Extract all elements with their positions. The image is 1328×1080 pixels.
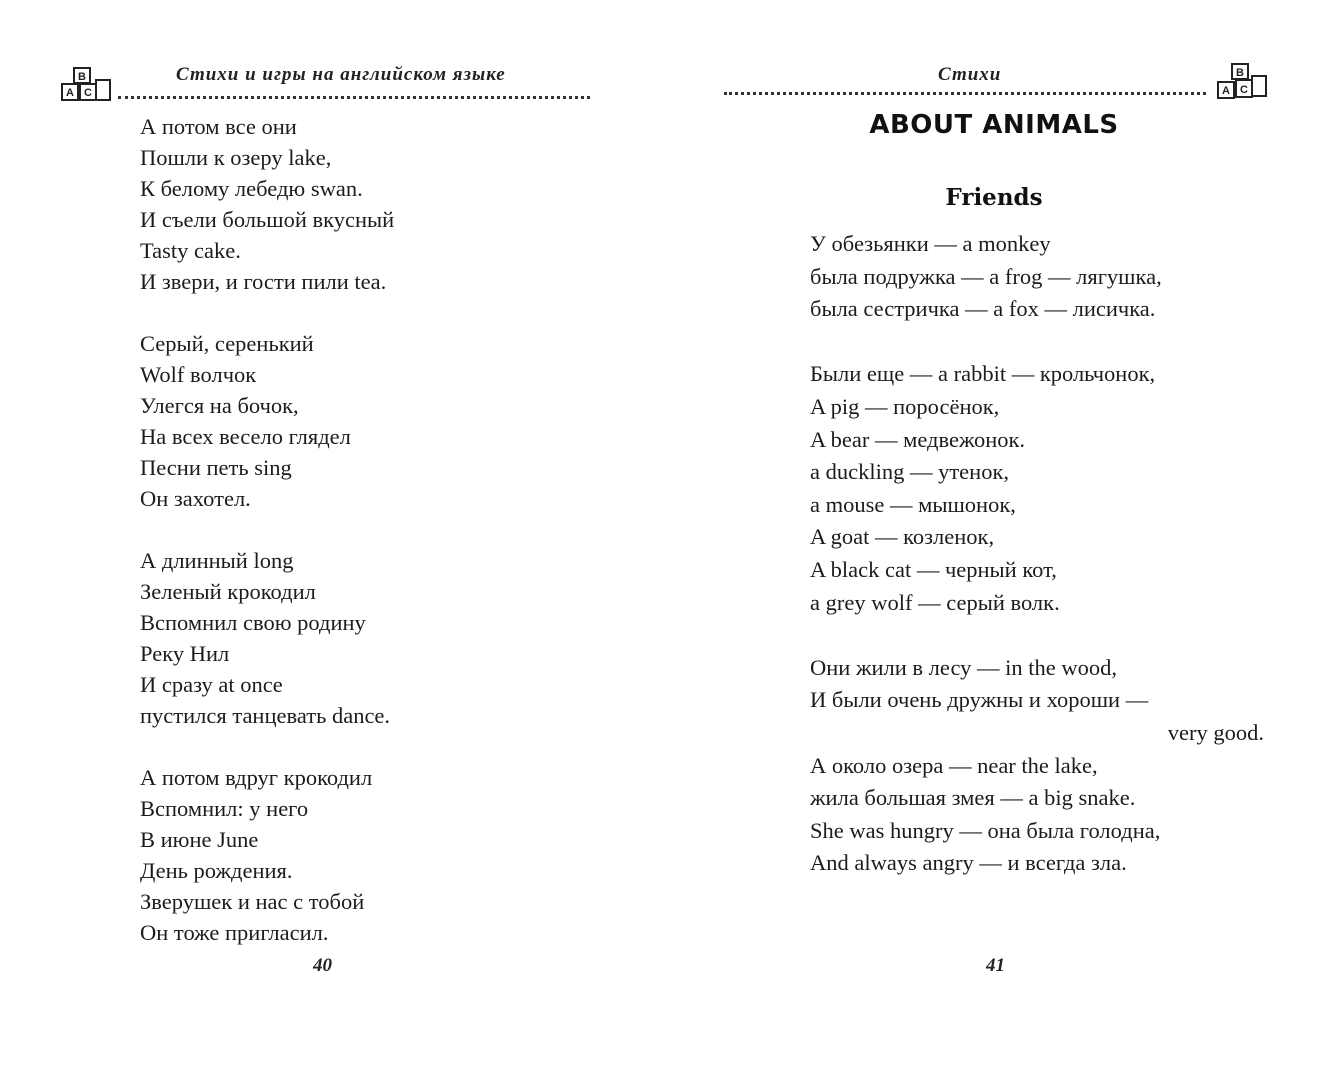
poem-line: И съели большой вкусный [140, 207, 395, 232]
poem-line: And always angry — и всегда зла. [810, 850, 1127, 876]
poem-line: Он захотел. [140, 486, 251, 511]
poem-line: пустился танцевать dance. [140, 703, 391, 728]
poem-line: К белому лебедю swan. [140, 176, 363, 201]
abc-blocks-icon [1212, 62, 1270, 102]
poem-line: И сразу at once [140, 672, 283, 697]
poem-line: A black cat — черный кот, [810, 556, 1057, 582]
poem-line: a duckling — утенок, [810, 459, 1010, 485]
running-head: Стихи [938, 64, 1002, 85]
poem-line: A goat — козленок, [810, 524, 995, 550]
right-page [664, 0, 1328, 1080]
poem-line: Wolf волчок [140, 362, 257, 387]
stanza [810, 652, 1264, 880]
poem-line: Были еще — a rabbit — крольчонок, [810, 361, 1156, 387]
poem-line: A pig — поросёнок, [810, 393, 1000, 419]
poem-line: Вспомнил свою родину [140, 610, 366, 635]
poem-line: Вспомнил: у него [140, 796, 309, 821]
block-letter: B [1236, 67, 1244, 79]
poem-line: Реку Нил [140, 641, 230, 666]
block-letter: B [78, 71, 86, 83]
poem-line: Он тоже пригласил. [140, 920, 329, 945]
stanza [140, 762, 394, 948]
stanza [140, 545, 394, 731]
poem-line: На всех весело глядел [140, 424, 351, 449]
poem-line: А потом вдруг крокодил [140, 765, 373, 790]
poem-line: была сестричка — a fox — лисичка. [810, 296, 1156, 322]
block-letter: C [1240, 84, 1248, 96]
poem-line: Улегся на бочок, [140, 393, 299, 418]
poem-title: Friends [945, 184, 1043, 211]
poem-line: Зеленый крокодил [140, 579, 316, 604]
stanza [810, 358, 1264, 619]
poem-line: А около озера — near the lake, [810, 752, 1098, 778]
poem-line: была подружка — a frog — лягушка, [810, 263, 1162, 289]
poem-text [140, 111, 394, 948]
header-rule [724, 92, 1206, 95]
block-letter: A [66, 87, 74, 99]
stanza [140, 111, 394, 297]
poem-line: A bear — медвежонок. [810, 426, 1026, 452]
poem-line: И были очень дружны и хороши — [810, 687, 1149, 713]
poem-line: Серый, серенький [140, 331, 314, 356]
poem-line: Они жили в лесу — in the wood, [810, 654, 1118, 680]
poem-line: Tasty cake. [140, 238, 241, 263]
abc-blocks-icon [58, 66, 114, 104]
section-title: ABOUT ANIMALS [869, 110, 1119, 140]
poem-line: У обезьянки — a monkey [810, 231, 1051, 256]
poem-line: жила большая змея — a big snake. [810, 785, 1136, 811]
stanza [140, 328, 394, 514]
poem-line: She was hungry — она была голодна, [810, 817, 1161, 843]
block-letter: A [1222, 85, 1230, 97]
poem-line: А потом все они [140, 114, 297, 139]
header-rule [118, 96, 590, 99]
poem-line: День рождения. [140, 858, 293, 883]
page-number: 40 [313, 955, 332, 976]
poem-line: В июне June [140, 827, 259, 852]
poem-line: Песни петь sing [140, 455, 292, 480]
poem-line: a grey wolf — серый волк. [810, 589, 1060, 615]
poem-line: Зверушек и нас с тобой [140, 889, 365, 914]
block-letter: C [84, 87, 92, 99]
running-head: Стихи и игры на английском языке [176, 64, 506, 85]
poem-line: a mouse — мышонок, [810, 491, 1016, 517]
poem-line: И звери, и гости пили tea. [140, 269, 387, 294]
poem-line: very good. [1167, 719, 1264, 745]
page-number: 41 [986, 955, 1005, 976]
poem-line: Пошли к озеру lake, [140, 145, 332, 170]
poem-text [810, 228, 1264, 880]
stanza [810, 228, 1264, 326]
poem-line: А длинный long [140, 548, 294, 573]
